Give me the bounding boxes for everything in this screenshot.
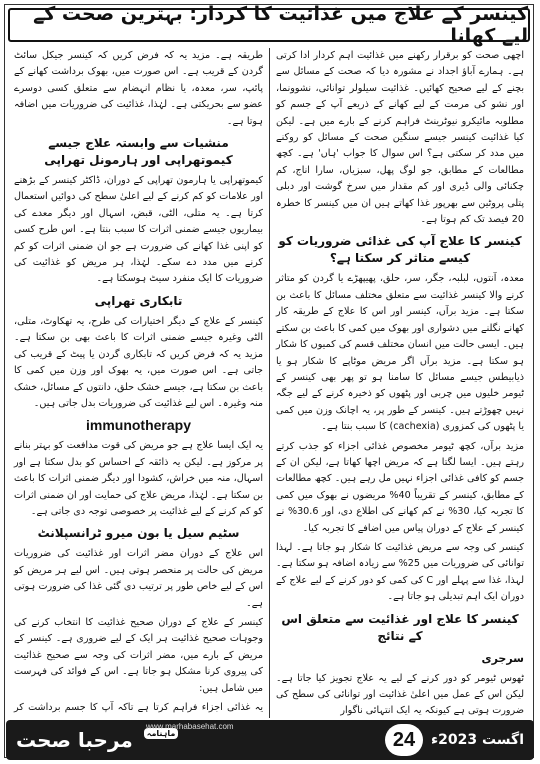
footer-issue (385, 724, 524, 756)
body-paragraph: مزید برآں، کچھ ٹیومر مخصوص غذائی اجزاء کو جذب کرتے رہتے ہیں۔ ایسا لگتا ہے کہ مریض اچھا کھاتا ہے، لیکن ان کے جسم کو کافی غذائی اجزاء نہیں مل رہے ہیں۔ کچھ مطالعات کے مطابق، کینسر کے تقریباً 40% مریضوں نے بھوک میں کمی کا تجربہ کیا، 30% نے کم کھانے کی اطلاع دی، اور 30.6% نے کینسر کے علاج کے دوران پیاس میں اضافے کا تجربہ کیا۔ (276, 440, 524, 534)
article-title: کینسر کے علاج میں غذائیت کا کردار: بہترین صحت کے لیے کھانا (8, 8, 530, 42)
body-paragraph: اس علاج کے دوران مضر اثرات اور غذائیت کی ضروریات مریض کی حالت پر منحصر ہوتی ہیں۔ اس لیے ہر مریض کو اس کے لیے خاص طور پر ترتیب دی گئی غذا کی ضرورت ہوتی ہے۔ (14, 548, 263, 609)
website-url: www.marhabasehat.com (146, 722, 234, 731)
body-paragraph: ٹھوس ٹیومر کو دور کرنے کے لیے یہ علاج تجویز کیا جاتا ہے۔ لیکن اس کے عمل میں اعلیٰ غذائیت اور توانائی کی سطح کی ضرورت ہوتی ہے کیونکہ یہ ایک انتہائی ناگوار (276, 672, 524, 717)
body-paragraph: یہ غذائی اجزاء فراہم کرتا ہے تاکہ آپ کا جسم برداشت کر (14, 702, 263, 713)
page-footer (6, 720, 534, 760)
right-column (269, 48, 530, 718)
section-heading: کینسر کا علاج اور غذائیت سے متعلق اس کے نتائج (281, 611, 519, 643)
body-paragraph: کینسر کی وجہ سے مریض غذائیت کا شکار ہو جاتا ہے۔ لہذا توانائی کی ضروریات میں 25% سے زیادہ اضافہ ہو سکتا ہے۔ لہذا، غذا سے پہلے اور C کی کمی کو دور کرنے کے لیے علاج کے دوران ایک اہم تبدیلی ہو جاتا ہے۔ (276, 541, 525, 603)
issue-date: اگست 2023ء (430, 732, 524, 748)
body-paragraph: کینسر کے علاج کے دوران صحیح غذائیت کا انتخاب کرنے کی وجوہات صحیح غذائیت ہر ایک کے لیے ضروری ہے۔ کینسر کے مریض کے بارے میں، مضر اثرات کی وجہ سے صحیح غذائیت کی پیروی کرنا مشکل ہو جاتا ہے۔ اس کے فوائد کی فہرست میں شامل ہیں: (14, 616, 263, 694)
article-columns (8, 48, 530, 718)
magazine-brand (16, 728, 178, 752)
brand-name: مرحبا صحت (16, 728, 133, 752)
brand-badge: ماہنامہ (144, 728, 179, 739)
body-paragraph: طریقہ ہے۔ مزید یہ کہ فرض کریں کہ کینسر جیکل سائٹ گردن کے قریب ہے۔ اس صورت میں، بھوک برداشت کھانے کے پائپ، سر، معدہ، یا نظام انہضام سے متعلق کسی دوسرے عضو سے بحریکتی ہے۔ لہٰذا، غذائیت کی ضروریات میں اضافہ ہوتا ہے۔ (14, 50, 263, 127)
page-number: 24 (385, 724, 423, 756)
body-paragraph: کینسر کے علاج کے دیگر اختیارات کی طرح، یہ تھکاوٹ، متلی، الٹی وغیرہ جیسے ضمنی اثرات کا باعث بھی بن سکتا ہے۔ مزید یہ کہ فرض کریں کہ تابکاری گردن یا پیٹ کے قریب کی جاتی ہے۔ اس صورت میں، یہ بھوک اور وزن میں کمی کا باعث بن سکتا ہے، جیسے خشک حلق، دانتوں کے مسائل، خشک منہ وغیرہ۔ اس لیے غذائیت کی ضروریات بدل جاتی ہیں۔ (14, 315, 263, 409)
left-column (8, 48, 269, 718)
section-heading: immunotherapy (85, 417, 191, 434)
subsection-heading: سرجری (481, 651, 524, 665)
body-paragraph: معدہ، آنتوں، لبلبہ، جگر، سر، حلق، پھیپھڑے یا گردن کو متاثر کرنے والا کینسر غذائیت سے متعلق مختلف مسائل کا باعث بن سکتا ہے۔ مزید برآں، کینسر اور اس کا علاج کے طریقہ کار کھانے نگلنے میں دشواری اور بھوک میں کمی کا باعث بن سکتے ہیں۔ ایسی حالت میں انسان مختلف قسم کی کمیوں کا شکار ہو سکتا ہے۔ مزید برآں اگر مریض موٹاپے کا شکار ہو یا ذیابیطس جیسے مسائل کا سامنا ہو تو پھر بھی کینسر کے ٹیومر خلیوں میں چربی اور پٹھوں کو ذخیرہ کرنے کے لیے جگہ نہیں چھوڑتے ہیں۔ کینسر کے طور پر، یہ اچانک وزن میں کمی یا پٹھوں کی کمزوری (cachexia) کا سبب بنتا ہے۔ (276, 273, 524, 433)
section-heading: منشیات سے وابستہ علاج جیسے کیموتھراپی اور ہارمونل تھراپی (44, 136, 233, 168)
section-heading: تابکاری تھراپی (94, 293, 183, 308)
section-heading: کینسر کا علاج آپ کی غذائی ضروریات کو کیسے متاثر کر سکتا ہے؟ (278, 234, 522, 266)
body-paragraph: اچھی صحت کو برقرار رکھنے میں غذائیت اہم کردار ادا کرتی ہے۔ ہمارے آباؤ اجداد نے مشورہ دیا کہ صحت کے مسائل سے بچنے کے لیے صحیح کھائیں۔ غذائیت سیلولر توانائی، نشوونما، اور نشو کی مرمت کے لیے کھانے کے ذریعے آپ کے جسم کو مطلوبہ مائیکرو نیوٹرینٹ فراہم کرنے کے بارے میں ہے۔ لیکن کیا غذائیت کینسر جیسے سنگین صحت کے مسائل کو روکنے میں مدد کر سکتی ہے؟ اس سوال کا جواب 'ہاں' ہے۔ کچھ مطالعات کے مطابق، جو لوگ پھل، سبزیاں، سارا اناج، کم چکنائی والی ڈیری اور کم مقدار میں سرخ گوشت اور دبلی پتلی پروٹین سے بھرپور غذا کھاتے ہیں ان میں کینسر کا خطرہ 20 فیصد تک کم ہوتا ہے۔ (276, 50, 524, 226)
body-paragraph: کیموتھراپی یا ہارمون تھراپی کے دوران، ڈاکٹر کینسر کے بڑھنے اور علامات کو کم کرنے کے لیے اعلیٰ سطح کی دوائیں استعمال کرتا ہے۔ یہ متلی، الٹی، قبض، اسہال اور دیگر معدے کی بیماریوں جیسے ضمنی اثرات کا سبب بنتا ہے۔ اس طرح کسی کو اپنی غذا کھانے کی ضرورت ہے جو ان ضمنی اثرات کو کم کرنے میں مدد دے سکے۔ لہٰذا، ہر مریض کو غذائیت کی ضروریات کا ایک منفرد سیٹ ہوسکتا ہے۔ (14, 175, 263, 285)
body-paragraph: یہ ایک ایسا علاج ہے جو مریض کی قوت مدافعت کو بہتر بنانے پر مرکوز ہے۔ لیکن یہ ذائقہ کے احساس کو بدل سکتا ہے اور اسہال، منہ میں خراش، کشودا اور دیگر ضمنی اثرات کا باعث بن سکتا ہے۔ لہٰذا، مریض علاج کی حمایت اور ان ضمنی اثرات کو کم کرنے کے لیے غذائیت پر خصوصی توجہ دی جاتی ہے۔ (14, 440, 263, 517)
section-heading: سٹیم سیل یا بون میرو ٹرانسپلانٹ (37, 526, 240, 541)
